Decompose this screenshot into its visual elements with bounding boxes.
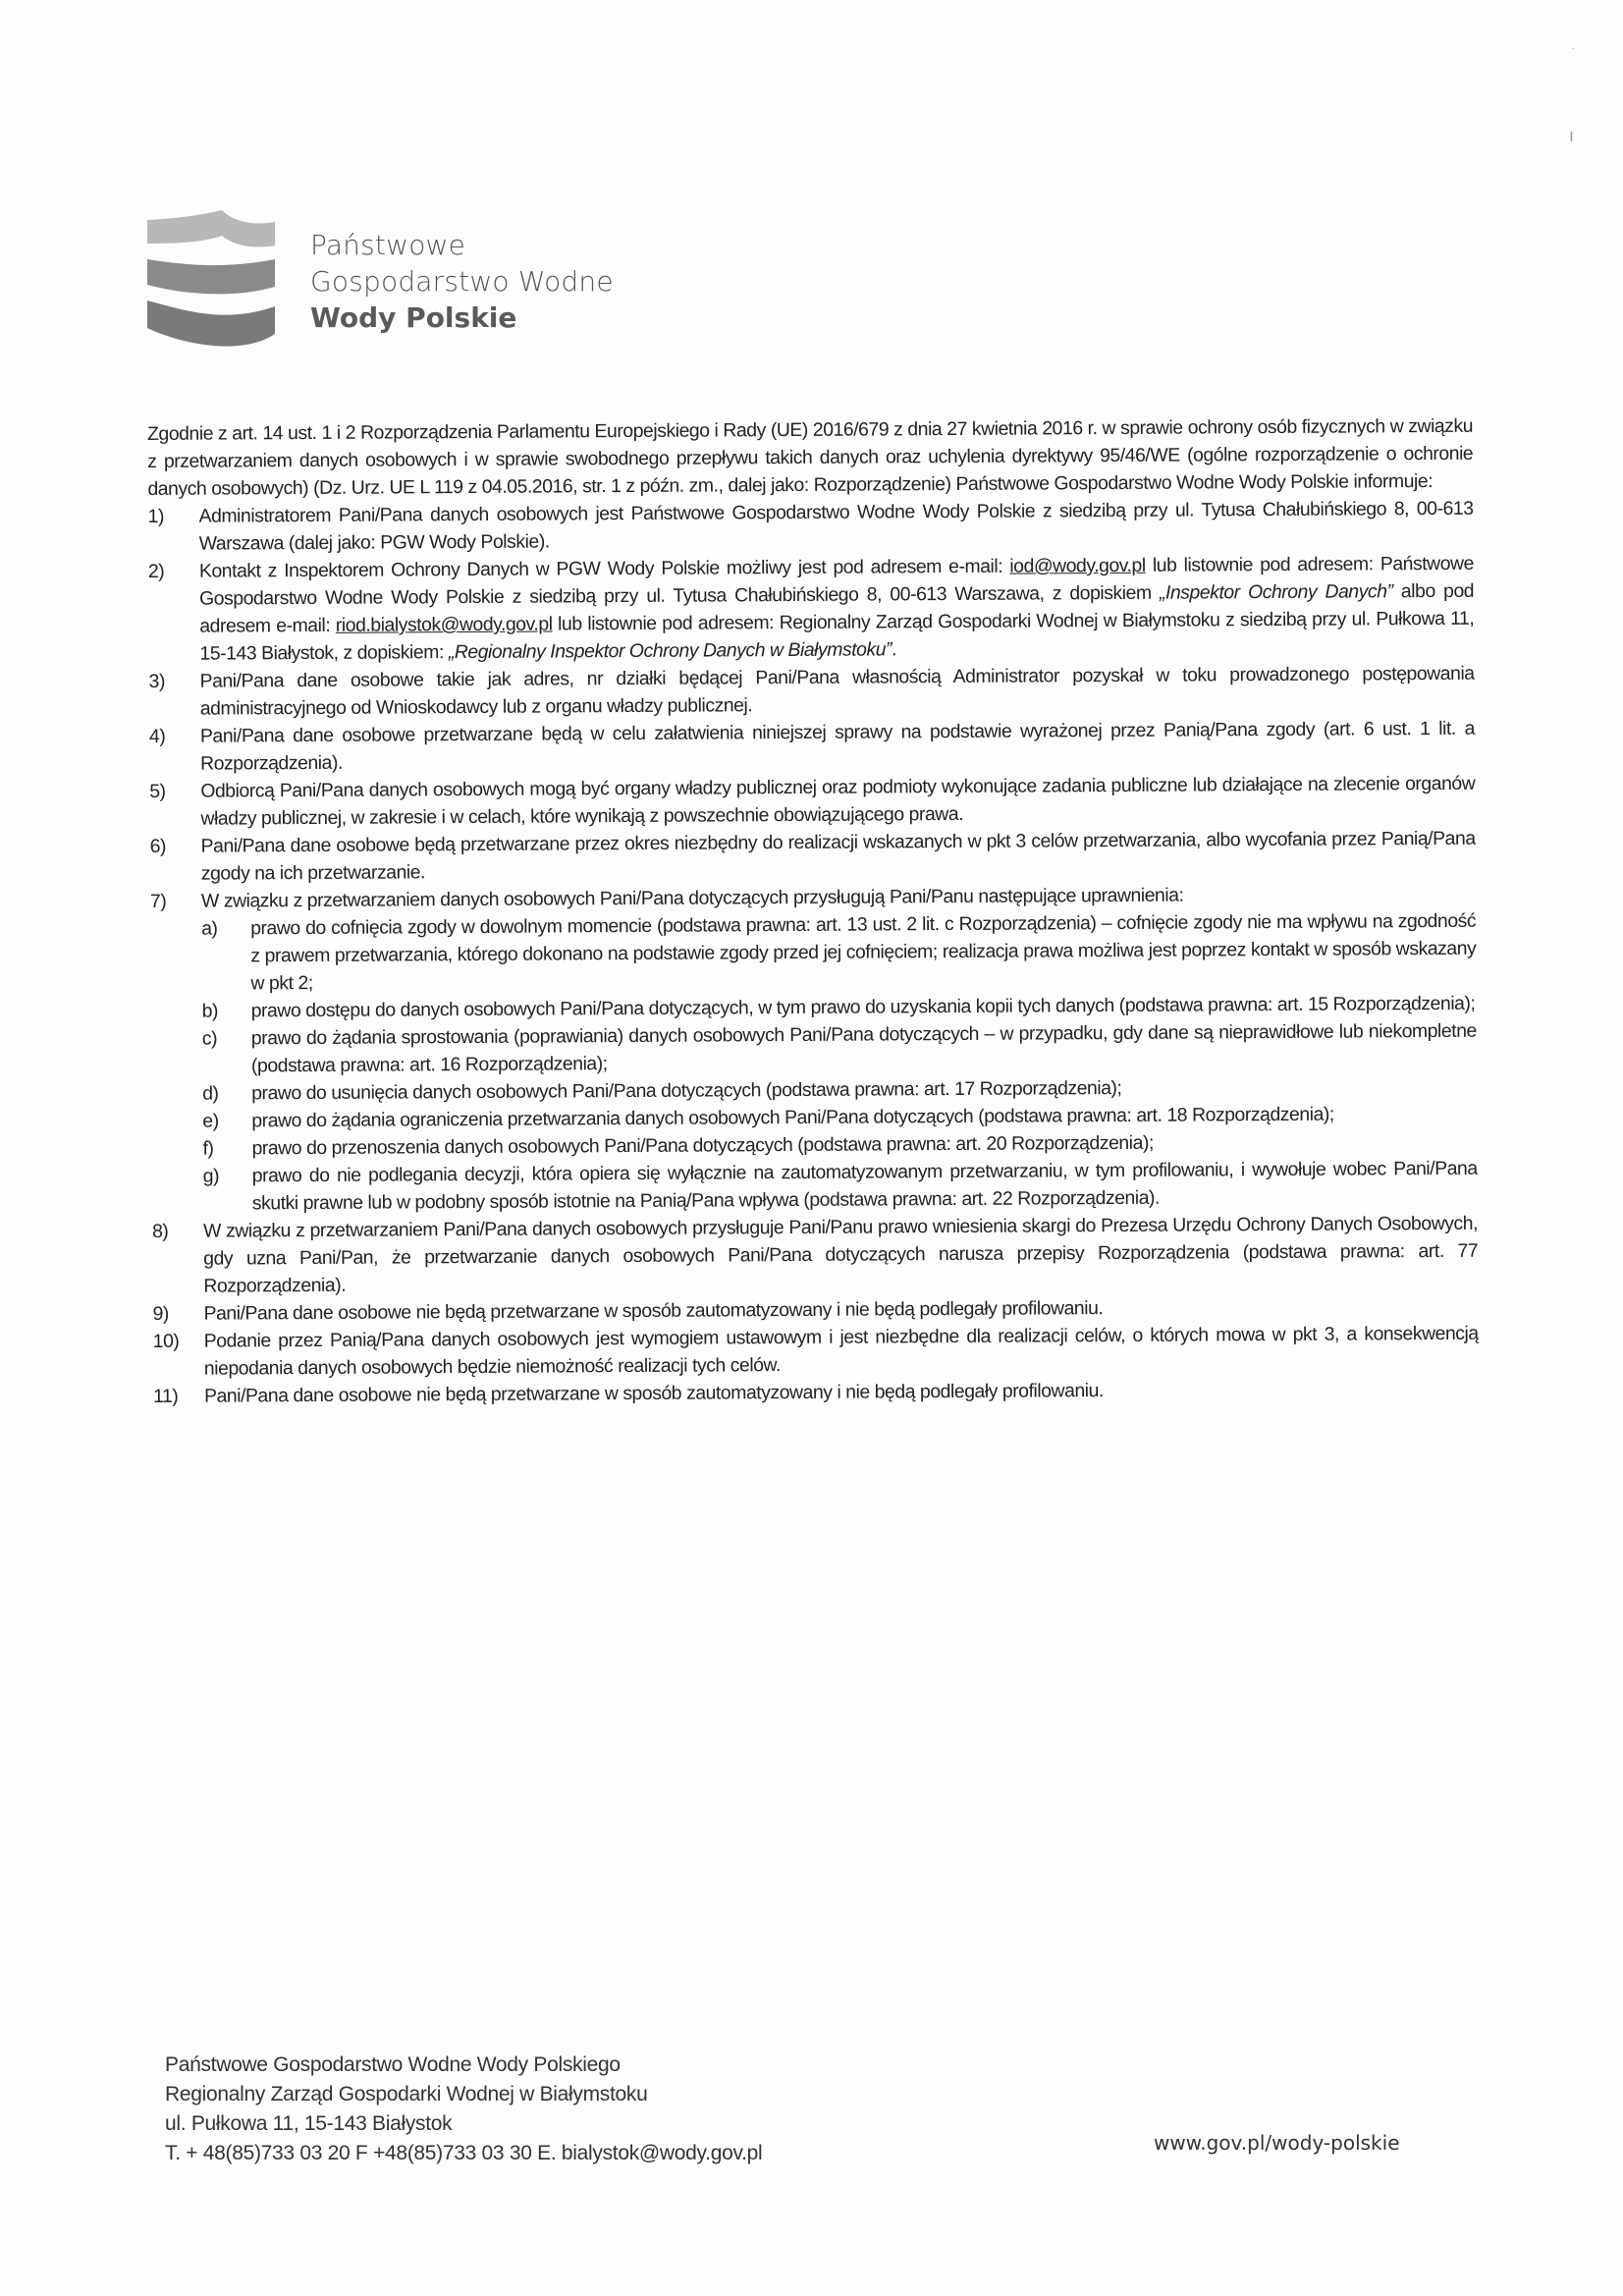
scan-artifact: · xyxy=(1571,39,1576,55)
footer-street: ul. Pułkowa 11, 15-143 Białystok xyxy=(165,2112,453,2135)
sub-text: prawo do żądania ograniczenia przetwarzania danych osobowych Pani/Pana dotyczących (podstawa prawna: art. 18 Rozporządzenia); xyxy=(251,1103,1334,1132)
iod-email-link[interactable]: iod@wody.gov.pl xyxy=(1009,554,1146,577)
text-segment: . xyxy=(891,638,897,661)
logo-text xyxy=(310,227,614,337)
sub-text: prawo do nie podlegania decyzji, która opiera się wyłącznie na zautomatyzowanym przetwarzaniu, w tym profilowaniu, i wywołuje wobec Pani/Pana skutki prawne lub w podobny sposób istotnie na Panią/Pana wpływa (podstawa prawna: art. 22 Rozporządzenia). xyxy=(251,1157,1478,1215)
item-text: W związku z przetwarzaniem Pani/Pana danych osobowych przysługuje Pani/Panu prawo wniesienia skargi do Prezesa Urzędu Ochrony Danych Osobowych, gdy uzna Pani/Pan, że przetwarzanie danych osobowych Pani/Pana dotyczących narusza przepisy Rozporządzenia (podstawa prawna: art. 77 Rozporządzenia). xyxy=(202,1212,1479,1297)
sub-letter: a) xyxy=(201,917,218,940)
sub-letter: e) xyxy=(202,1110,219,1132)
sub-letter: d) xyxy=(202,1082,219,1105)
item-number: 1) xyxy=(147,505,165,527)
logo-line-1: Państwowe xyxy=(310,229,466,261)
footer-org: Państwowe Gospodarstwo Wodne Wody Polskiego xyxy=(165,2053,621,2076)
text-segment: Kontakt z Inspektorem Ochrony Danych w PGW Wody Polskie możliwy jest pod adresem e-mail: xyxy=(198,555,1010,582)
sub-text: prawo do żądania sprostowania (poprawiania) danych osobowych Pani/Pana dotyczących – w przypadku, gdy dane są nieprawidłowe lub niekompletne (podstawa prawna: art. 16 Rozporządzenia); xyxy=(250,1019,1477,1077)
list-item-5 xyxy=(149,770,1475,833)
sub-item-c xyxy=(202,1017,1477,1080)
text-segment: lub listownie pod adresem: Państwowe Gospodarstwo Wodne Wody Polskie z siedzibą przy ul. Tytusa Chałubińskiego 8, 00-613 Warszawa, z dopiskiem xyxy=(199,552,1474,610)
footer-address xyxy=(165,2050,762,2168)
item-number: 3) xyxy=(148,670,166,692)
sub-text: prawo do usunięcia danych osobowych Pani/Pana dotyczących (podstawa prawna: art. 17 Rozporządzenia); xyxy=(251,1076,1122,1105)
text-segment: albo pod adresem e-mail: xyxy=(199,579,1475,637)
wave-logo-icon xyxy=(145,208,285,355)
item-text: Pani/Pana dane osobowe przetwarzane będą w celu załatwienia niniejszej sprawy na podstawie wyrażonej przez Panią/Pana zgody (art. 6 ust. 1 lit. a Rozporządzenia). xyxy=(199,717,1476,775)
sub-item-g xyxy=(203,1155,1478,1218)
item-text: Podanie przez Panią/Pana danych osobowych jest wymogiem ustawowym i jest niezbędne dla realizacji celów, o których mowa w pkt 3, a konsekwencją niepodania danych osobowych będzie niemożność realizacji tych celów. xyxy=(203,1322,1479,1380)
sub-item-a xyxy=(201,907,1476,998)
footer-region: Regionalny Zarząd Gospodarki Wodnej w Białymstoku xyxy=(165,2083,648,2105)
item-text xyxy=(201,880,1478,1218)
item-number: 9) xyxy=(152,1302,169,1325)
item-number: 4) xyxy=(148,725,166,747)
item-number: 5) xyxy=(149,780,166,802)
intro-paragraph: Zgodnie z art. 14 ust. 1 i 2 Rozporządzenia Parlamentu Europejskiego i Rady (UE) 2016/679 z dnia 27 kwietnia 2016 r. w sprawie ochrony osób fizycznych w związku z przetwarzaniem danych osobowych i w sprawie swobodnego przepływu takich danych oraz uchylenia dyrektywy 95/46/WE (ogólne rozporządzenie o ochronie danych osobowych) (Dz. Urz. UE L 119 z 04.05.2016, str. 1 z późn. zm., dalej jako: Rozporządzenie) Państwowe Gospodarstwo Wodne Wody Polskie informuje: xyxy=(147,414,1474,500)
riod-email-link[interactable]: riod.bialystok@wody.gov.pl xyxy=(335,613,553,636)
list-item-7 xyxy=(150,880,1478,1218)
sub-letter: f) xyxy=(202,1137,214,1160)
list-item-4 xyxy=(149,715,1475,778)
logo xyxy=(145,208,614,355)
text-segment: lub listownie pod adresem: Regionalny Zarząd Gospodarki Wodnej w Białymstoku z siedzibą przy ul. Pułkowa 11, 15-143 Białystok, z dopiskiem: xyxy=(199,607,1475,665)
item-text: Administratorem Pani/Pana danych osobowych jest Państwowe Gospodarstwo Wodne Wody Polskie z siedzibą przy ul. Tytusa Chałubińskiego 8, 00-613 Warszawa (dalej jako: PGW Wody Polskie). xyxy=(198,497,1474,555)
list-item-8 xyxy=(152,1210,1478,1300)
item-number: 6) xyxy=(149,835,167,857)
logo-line-3: Wody Polskie xyxy=(310,301,517,334)
sub-letter: c) xyxy=(201,1027,218,1050)
footer-contact: T. + 48(85)733 03 20 F +48(85)733 03 30 E. bialystok@wody.gov.pl xyxy=(165,2142,763,2164)
list-item-10 xyxy=(153,1320,1479,1383)
document-body xyxy=(147,412,1479,1410)
footer-website-link[interactable]: www.gov.pl/wody-polskie xyxy=(1154,2131,1400,2155)
sub-letter: b) xyxy=(201,1000,219,1022)
item-text: Odbiorcą Pani/Pana danych osobowych mogą być organy władzy publicznej oraz podmioty wykonujące zadania publiczne lub działające na zlecenie organów władzy publicznej, w zakresie i w celach, które wynikają z powszechnie obowiązującego prawa. xyxy=(200,772,1476,830)
sub-text: prawo do cofnięcia zgody w dowolnym momencie (podstawa prawna: art. 13 ust. 2 lit. c Rozporządzenia) – cofnięcie zgody nie ma wpływu na zgodność z prawem przetwarzania, którego dokonano na podstawie zgody przed jej cofnięciem; realizacja prawa możliwa jest poprzez kontakt w sposób wskazany w pkt 2; xyxy=(250,909,1477,995)
item-text: Pani/Pana dane osobowe nie będą przetwarzane w sposób zautomatyzowany i nie będą podlegały profilowaniu. xyxy=(204,1380,1104,1407)
quote-text: „Regionalny Inspektor Ochrony Danych w Białymstoku” xyxy=(448,638,893,664)
item-text: Pani/Pana dane osobowe nie będą przetwarzane w sposób zautomatyzowany i nie będą podlegały profilowaniu. xyxy=(203,1297,1104,1325)
item-number: 11) xyxy=(153,1385,179,1407)
quote-text: „Inspektor Ochrony Danych” xyxy=(1159,580,1393,604)
item-text xyxy=(199,550,1475,668)
item-intro: W związku z przetwarzaniem danych osobowych Pani/Pana dotyczących przysługują Pani/Panu następujące uprawnienia: xyxy=(200,884,1184,912)
item-number: 10) xyxy=(152,1330,180,1352)
sub-text: prawo do przenoszenia danych osobowych Pani/Pana dotyczących (podstawa prawna: art. 20 Rozporządzenia); xyxy=(251,1131,1154,1160)
logo-line-2: Gospodarstwo Wodne xyxy=(310,265,614,298)
item-number: 8) xyxy=(151,1220,169,1242)
list-item-3 xyxy=(149,660,1475,723)
sub-letter: g) xyxy=(202,1165,220,1187)
item-text: Pani/Pana dane osobowe będą przetwarzane przez okres niezbędny do realizacji wskazanych w pkt 3 celów przetwarzania, albo wycofania przez Panią/Pana zgody na ich przetwarzanie. xyxy=(200,827,1476,885)
list-item-2 xyxy=(148,550,1475,668)
item-number: 2) xyxy=(147,560,165,582)
list-item-6 xyxy=(150,825,1476,888)
list-item-1 xyxy=(148,495,1474,558)
item-number: 7) xyxy=(149,890,167,912)
item-text: Pani/Pana dane osobowe takie jak adres, nr działki będącej Pani/Pana własnością Administrator pozyskał w toku prowadzonego postępowania administracyjnego od Wnioskodawcy lub z organu władzy publicznej. xyxy=(199,662,1475,720)
scan-artifact: ı xyxy=(1569,126,1575,145)
sub-text: prawo dostępu do danych osobowych Pani/Pana dotyczących, w tym prawo do uzyskania kopii tych danych (podstawa prawna: art. 15 Rozporządzenia); xyxy=(250,992,1476,1022)
